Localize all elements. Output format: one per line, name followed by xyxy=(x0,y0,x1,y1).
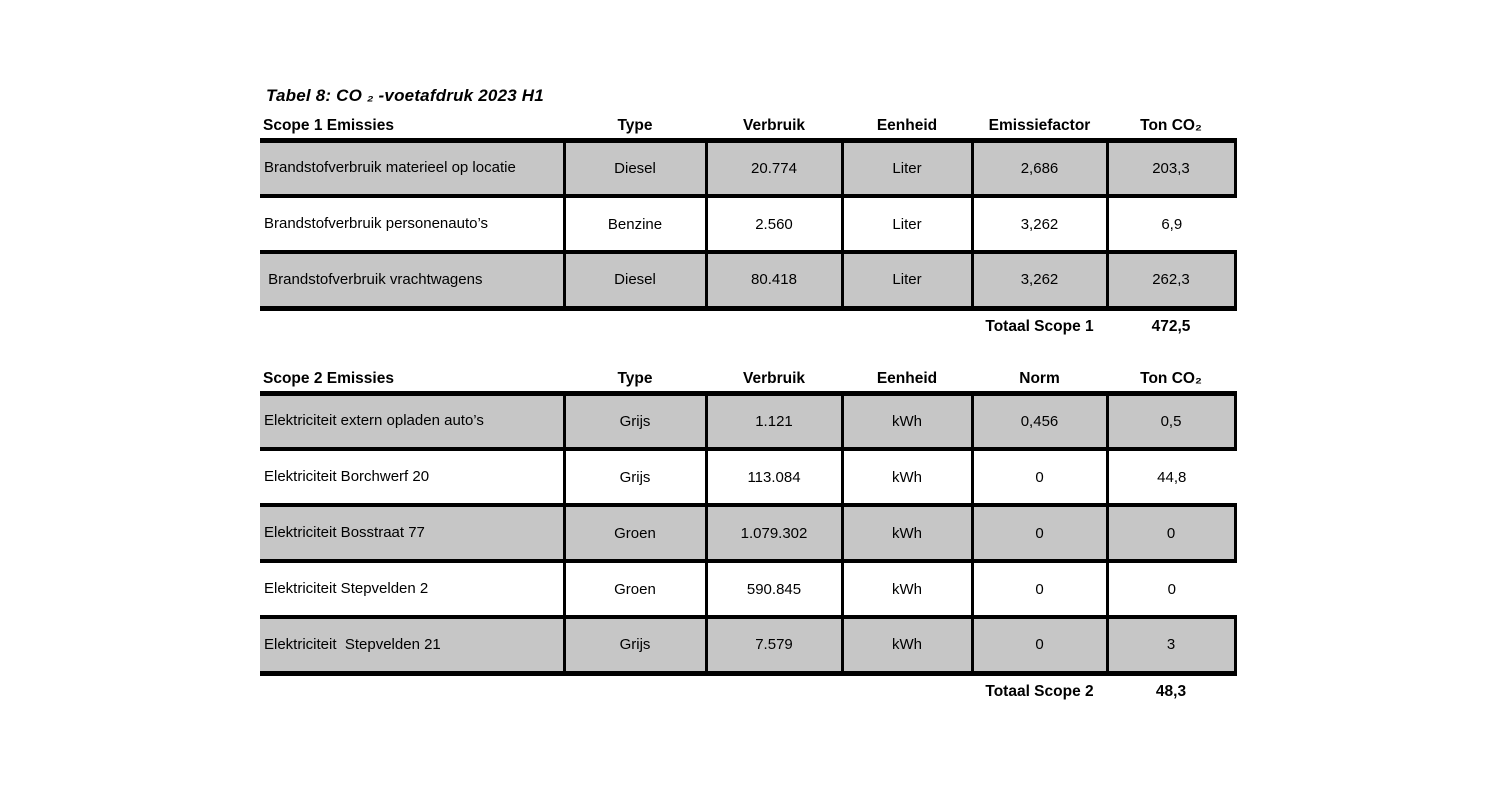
data-cell: kWh xyxy=(842,449,972,505)
column-header: Verbruik xyxy=(706,366,842,393)
table-row xyxy=(260,617,1235,673)
data-cell: 3,262 xyxy=(972,252,1107,308)
column-header: Emissiefactor xyxy=(972,113,1107,140)
row-label-cell: Elektriciteit extern opladen auto’s xyxy=(260,393,564,449)
data-cell: 0 xyxy=(1107,505,1235,561)
total-row xyxy=(260,308,1235,342)
column-header: Ton CO₂ xyxy=(1107,366,1235,393)
total-value: 472,5 xyxy=(1151,318,1191,336)
empty-cell xyxy=(842,673,972,707)
scope-1-table xyxy=(260,113,1237,342)
empty-cell xyxy=(842,308,972,342)
data-cell: kWh xyxy=(842,617,972,673)
data-cell: 203,3 xyxy=(1107,140,1235,196)
table-row xyxy=(260,505,1235,561)
table-row xyxy=(260,449,1235,505)
column-header: Eenheid xyxy=(842,366,972,393)
table-row xyxy=(260,561,1235,617)
data-cell: Liter xyxy=(842,196,972,252)
total-value: 48,3 xyxy=(1155,683,1187,701)
data-cell: Grijs xyxy=(564,449,706,505)
data-cell: 1.121 xyxy=(706,393,842,449)
scope-1-emissies-header-row xyxy=(260,113,1235,140)
scope-2-table xyxy=(260,366,1237,707)
data-cell: 0 xyxy=(972,449,1107,505)
total-row xyxy=(260,673,1235,707)
row-label-cell: Brandstofverbruik personenauto’s xyxy=(260,196,564,252)
data-cell: Benzine xyxy=(564,196,706,252)
data-cell: 0 xyxy=(972,617,1107,673)
data-cell: 44,8 xyxy=(1107,449,1235,505)
table-caption: Tabel 8: CO ₂ -voetafdruk 2023 H1 xyxy=(266,86,544,105)
data-cell: 590.845 xyxy=(706,561,842,617)
empty-cell xyxy=(564,308,706,342)
data-cell: kWh xyxy=(842,505,972,561)
column-header: Verbruik xyxy=(706,113,842,140)
row-label-cell: Elektriciteit Borchwerf 20 xyxy=(260,449,564,505)
data-cell: 1.079.302 xyxy=(706,505,842,561)
data-cell: 3,262 xyxy=(972,196,1107,252)
empty-cell xyxy=(564,673,706,707)
empty-cell xyxy=(260,308,564,342)
column-header: Type xyxy=(564,366,706,393)
data-cell: kWh xyxy=(842,393,972,449)
data-cell: 2.560 xyxy=(706,196,842,252)
column-header: Norm xyxy=(972,366,1107,393)
data-cell: Liter xyxy=(842,140,972,196)
data-cell: Grijs xyxy=(564,617,706,673)
data-cell: 2,686 xyxy=(972,140,1107,196)
table-row xyxy=(260,393,1235,449)
data-cell: 6,9 xyxy=(1107,196,1235,252)
data-cell: Diesel xyxy=(564,140,706,196)
table-row xyxy=(260,252,1235,308)
row-label-cell: Elektriciteit Stepvelden 21 xyxy=(260,617,564,673)
data-cell: 0 xyxy=(1107,561,1235,617)
data-cell: Groen xyxy=(564,561,706,617)
row-label-cell: Elektriciteit Bosstraat 77 xyxy=(260,505,564,561)
row-label-cell: Elektriciteit Stepvelden 2 xyxy=(260,561,564,617)
empty-cell xyxy=(706,308,842,342)
column-header: Eenheid xyxy=(842,113,972,140)
data-cell: 262,3 xyxy=(1107,252,1235,308)
data-cell: kWh xyxy=(842,561,972,617)
scope-2-emissies-header-row xyxy=(260,366,1235,393)
empty-cell xyxy=(706,673,842,707)
total-label: Totaal Scope 1 xyxy=(985,318,1094,336)
column-header: Scope 1 Emissies xyxy=(260,113,564,140)
data-cell: Grijs xyxy=(564,393,706,449)
column-header: Type xyxy=(564,113,706,140)
column-header: Ton CO₂ xyxy=(1107,113,1235,140)
data-cell: Liter xyxy=(842,252,972,308)
row-label-cell: Brandstofverbruik vrachtwagens xyxy=(260,252,564,308)
data-cell: Groen xyxy=(564,505,706,561)
table-row xyxy=(260,140,1235,196)
data-cell: 0,456 xyxy=(972,393,1107,449)
scope-1-table-block xyxy=(260,113,1237,342)
scope-2-table-block xyxy=(260,366,1237,707)
data-cell: 20.774 xyxy=(706,140,842,196)
data-cell: 80.418 xyxy=(706,252,842,308)
empty-cell xyxy=(260,673,564,707)
total-label: Totaal Scope 2 xyxy=(985,683,1094,701)
data-cell: 0,5 xyxy=(1107,393,1235,449)
row-label-cell: Brandstofverbruik materieel op locatie xyxy=(260,140,564,196)
data-cell: 113.084 xyxy=(706,449,842,505)
table-row xyxy=(260,196,1235,252)
data-cell: 0 xyxy=(972,561,1107,617)
data-cell: 3 xyxy=(1107,617,1235,673)
data-cell: Diesel xyxy=(564,252,706,308)
data-cell: 0 xyxy=(972,505,1107,561)
column-header: Scope 2 Emissies xyxy=(260,366,564,393)
data-cell: 7.579 xyxy=(706,617,842,673)
document-page xyxy=(260,86,1237,707)
